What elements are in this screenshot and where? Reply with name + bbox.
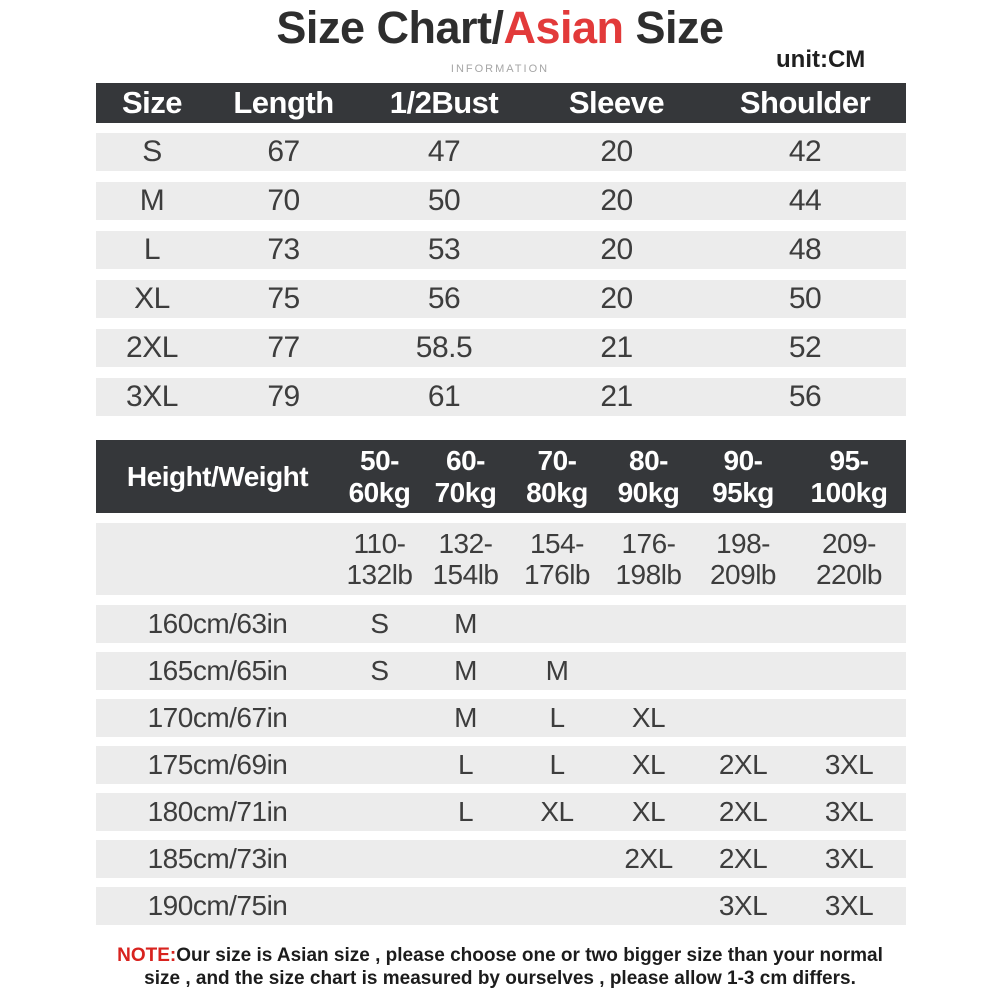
size-cell: S — [142, 135, 162, 168]
table-row — [96, 182, 906, 220]
weight-range-line: 80- — [629, 445, 668, 477]
information-label: INFORMATION — [450, 63, 550, 75]
fit-size-cell: 3XL — [824, 890, 874, 921]
pound-range-cell — [420, 523, 511, 595]
sleeve-cell: 20 — [600, 233, 633, 266]
fit-size-cell — [603, 887, 694, 925]
fit-size-cell: 2XL — [624, 843, 673, 874]
weight-range-line: 90- — [723, 445, 763, 477]
size-cell: L — [143, 233, 161, 266]
fit-row — [96, 887, 906, 925]
weight-range-line: 70- — [537, 445, 577, 477]
weight-range-header — [420, 440, 511, 513]
bust-cell: 53 — [427, 233, 461, 266]
pound-range-line: 154- — [529, 527, 585, 559]
table-row — [96, 231, 906, 269]
height-label: 185cm/73in — [147, 843, 288, 874]
table-row — [96, 329, 906, 367]
fit-size-cell: L — [457, 749, 474, 780]
height-label: 190cm/75in — [147, 890, 288, 921]
weight-range-line: 90kg — [617, 476, 680, 508]
length-cell: 77 — [267, 331, 300, 364]
fit-size-cell: S — [370, 655, 389, 686]
weight-range-header — [339, 440, 420, 513]
fit-size-cell: 3XL — [824, 843, 874, 874]
fit-size-cell: 2XL — [718, 843, 768, 874]
pound-range-cell — [603, 523, 694, 595]
fit-row — [96, 746, 906, 784]
size-cell: XL — [134, 282, 170, 315]
shoulder-cell: 48 — [788, 233, 822, 266]
fit-size-cell: XL — [631, 749, 666, 780]
height-label: 160cm/63in — [147, 608, 288, 639]
header-cell-sleeve: Sleeve — [568, 85, 665, 120]
fit-size-cell — [603, 605, 694, 643]
pound-range-cell — [511, 523, 603, 595]
shoulder-cell: 44 — [788, 184, 822, 217]
fit-size-cell — [694, 652, 792, 690]
pound-range-line: 198- — [715, 527, 771, 559]
note-prefix: NOTE: — [117, 945, 177, 966]
pound-range-line: 132- — [438, 527, 493, 559]
shoulder-cell: 50 — [788, 282, 822, 315]
fit-size-cell: 2XL — [718, 749, 768, 780]
pound-range-line: 110- — [353, 527, 406, 559]
fit-size-cell — [339, 793, 420, 831]
height-label: 175cm/69in — [147, 749, 288, 780]
height-label: 170cm/67in — [147, 702, 288, 733]
sleeve-cell: 20 — [600, 135, 633, 168]
fit-row — [96, 699, 906, 737]
fit-row — [96, 652, 906, 690]
header-cell-size: Size — [121, 85, 183, 120]
size-cell: 3XL — [126, 380, 178, 413]
pound-range-line: 176lb — [523, 559, 590, 590]
fit-size-cell: 3XL — [824, 796, 874, 827]
table-row — [96, 378, 906, 416]
header-cell-length: Length — [233, 85, 334, 120]
fit-size-cell — [511, 605, 603, 643]
pound-range-line: 209lb — [709, 559, 776, 590]
header-cell-shoulder: Shoulder — [739, 85, 871, 120]
fit-size-cell — [420, 840, 511, 878]
length-cell: 75 — [267, 282, 300, 315]
fit-row — [96, 605, 906, 643]
note-line1: Our size is Asian size , please choose one or two bigger size than your normal — [176, 945, 883, 966]
measurement-table — [96, 83, 906, 427]
fit-size-cell — [339, 746, 420, 784]
weight-range-line: 60kg — [348, 476, 411, 508]
weight-range-line: 100kg — [810, 476, 888, 508]
weight-range-line: 80kg — [526, 476, 588, 508]
size-cell: 2XL — [126, 331, 178, 364]
weight-range-header — [792, 440, 906, 513]
table-row — [96, 280, 906, 318]
fit-size-cell: XL — [540, 796, 574, 827]
fit-size-cell: L — [549, 749, 565, 780]
weight-range-line: 60- — [446, 445, 485, 477]
table-row — [96, 133, 906, 171]
fit-size-cell — [792, 699, 906, 737]
fit-size-cell: 3XL — [718, 890, 768, 921]
sleeve-cell: 20 — [600, 184, 633, 217]
bust-cell: 56 — [427, 282, 461, 315]
fit-size-cell: XL — [631, 796, 666, 827]
pound-range-line: 198lb — [615, 559, 682, 590]
pound-range-cell — [792, 523, 906, 595]
fit-size-cell: L — [549, 702, 565, 733]
fit-size-cell — [339, 840, 420, 878]
fit-size-cell: 2XL — [718, 796, 768, 827]
pound-range-cell — [694, 523, 792, 595]
length-cell: 73 — [267, 233, 300, 266]
pound-range-line: 154lb — [432, 559, 499, 590]
pound-range-cell — [339, 523, 420, 595]
fit-size-cell — [339, 887, 420, 925]
fit-size-cell — [694, 699, 792, 737]
height-label: 165cm/65in — [147, 655, 288, 686]
fit-size-cell — [694, 605, 792, 643]
fit-size-cell: XL — [631, 702, 666, 733]
pounds-row-label — [96, 523, 339, 595]
fit-size-cell — [603, 652, 694, 690]
weight-range-line: 95kg — [712, 476, 774, 508]
length-cell: 79 — [267, 380, 300, 413]
fit-size-cell: M — [454, 702, 477, 733]
height-weight-table — [96, 440, 906, 934]
fit-row — [96, 793, 906, 831]
fit-size-cell: M — [545, 655, 569, 686]
weight-range-header — [511, 440, 603, 513]
bust-cell: 47 — [427, 135, 461, 168]
note-line2: size , and the size chart is measured by ourselves , please allow 1-3 cm differs. — [144, 968, 856, 989]
fit-size-cell: M — [454, 608, 477, 639]
size-cell: M — [139, 184, 165, 217]
fit-size-cell — [339, 699, 420, 737]
sleeve-cell: 21 — [600, 380, 633, 413]
weight-range-line: 50- — [360, 445, 399, 477]
fit-size-cell — [420, 887, 511, 925]
pound-range-line: 209- — [821, 527, 877, 559]
title-part-2: Size — [623, 2, 724, 53]
header-cell-bust: 1/2Bust — [389, 85, 499, 120]
fit-size-cell — [792, 605, 906, 643]
shoulder-cell: 56 — [788, 380, 822, 413]
sleeve-cell: 21 — [600, 331, 633, 364]
shoulder-cell: 52 — [788, 331, 822, 364]
title-part-1: Size Chart/ — [276, 2, 504, 53]
weight-range-line: 70kg — [434, 476, 497, 508]
pound-range-line: 132lb — [346, 559, 413, 590]
height-weight-header-row — [96, 440, 906, 513]
height-label: 180cm/71in — [147, 796, 288, 827]
fit-size-cell — [511, 840, 603, 878]
fit-size-cell — [792, 652, 906, 690]
bust-cell: 50 — [427, 184, 461, 217]
weight-range-header — [603, 440, 694, 513]
fit-row — [96, 840, 906, 878]
pounds-row — [96, 523, 906, 595]
fit-size-cell: 3XL — [824, 749, 874, 780]
fit-size-cell: M — [454, 655, 477, 686]
pound-range-line: 176- — [621, 527, 676, 559]
weight-range-line: 95- — [829, 445, 869, 477]
note-text — [0, 944, 1000, 990]
fit-size-cell — [511, 887, 603, 925]
pound-range-line: 220lb — [815, 559, 882, 590]
length-cell: 70 — [267, 184, 300, 217]
measurement-table-header-row — [96, 83, 906, 123]
weight-range-header — [694, 440, 792, 513]
shoulder-cell: 42 — [788, 135, 822, 168]
fit-size-cell: L — [457, 796, 474, 827]
bust-cell: 58.5 — [415, 331, 473, 364]
length-cell: 67 — [267, 135, 300, 168]
fit-size-cell: S — [370, 608, 389, 639]
sleeve-cell: 20 — [600, 282, 633, 315]
corner-label: Height/Weight — [126, 460, 309, 492]
unit-label: unit:CM — [776, 46, 866, 73]
title-accent: Asian — [503, 2, 624, 53]
bust-cell: 61 — [427, 380, 461, 413]
